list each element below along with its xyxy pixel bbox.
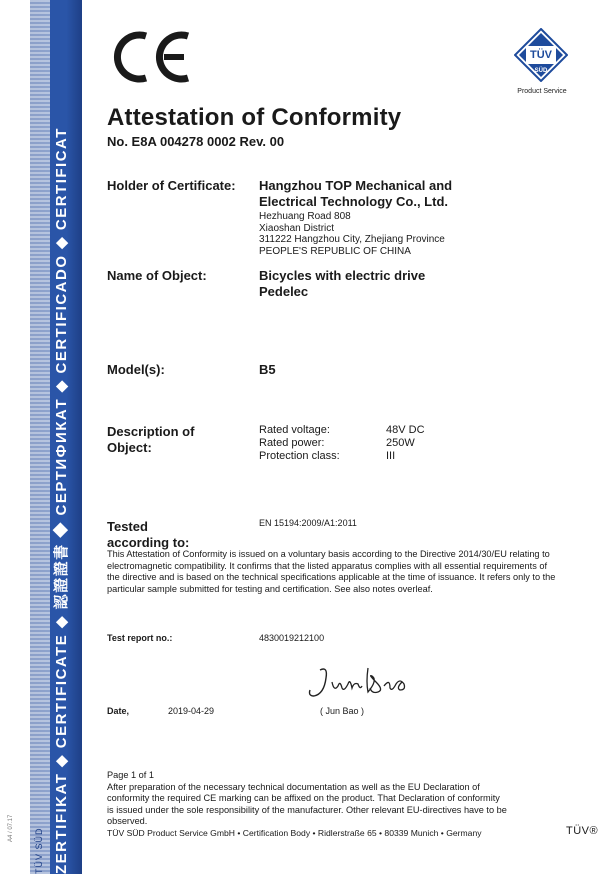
report-label: Test report no.: [107, 633, 173, 643]
certificate-number: No. E8A 004278 0002 Rev. 00 [107, 134, 285, 149]
model-label: Model(s): [107, 362, 165, 377]
holder-name-line1: Hangzhou TOP Mechanical and [259, 178, 453, 193]
footer-notes: After preparation of the necessary technical documentation as well as the EU Declaration of conformity the required CE marking can be affixed on the product. That Declaration of conformity is issued under the sole responsibility of the manufacturer. Other relevant EU-directives have to be observed. [107, 781, 507, 826]
spec-key: Rated power: [259, 437, 325, 449]
description-values [386, 424, 425, 463]
tested-label-line1: Tested [107, 519, 148, 534]
tested-label-line2: according to: [107, 535, 190, 550]
band-word-russian: СЕРТИФИКАТ [53, 397, 70, 516]
footer-notes-block [107, 770, 577, 828]
band-word-certificate: CERTIFICATE [53, 633, 70, 749]
band-word-certificat: CERTIFICAT [53, 127, 70, 231]
object-label: Name of Object: [107, 268, 207, 283]
description-label-line1: Description of [107, 424, 195, 439]
holder-address [259, 211, 445, 257]
ce-mark-icon [108, 28, 192, 86]
band-tuv-1: TÜV SÜD [34, 827, 44, 874]
spec-value: 250W [386, 437, 415, 449]
page-title: Attestation of Conformity [107, 104, 402, 131]
address-line: Xiaoshan District [259, 222, 335, 234]
footer-company: TÜV SÜD Product Service GmbH • Certification Body • Ridlerstraße 65 • 80339 Munich • Germany [107, 828, 482, 838]
band-words: ZERTIFIKAT ◆ CERTIFICATE ◆ 認證證書 ◆ СЕРТИФИКАТ ◆ CERTIFICADO ◆ CERTIFICAT [53, 127, 70, 874]
object-line2: Pedelec [259, 284, 309, 299]
address-line: PEOPLE'S REPUBLIC OF CHINA [259, 245, 411, 257]
model-value: B5 [259, 362, 276, 377]
tested-label [107, 519, 189, 551]
tuv-caption: Product Service [517, 88, 567, 95]
footer-brand: TÜV® [566, 825, 599, 837]
band-word-certificado: CERTIFICADO [53, 254, 70, 374]
tuv-logo-icon [514, 28, 568, 82]
spec-key: Protection class: [259, 450, 340, 462]
spec-value: III [386, 450, 396, 462]
spec-key: Rated voltage: [259, 424, 330, 436]
signature-image [306, 660, 416, 704]
address-line: 311222 Hangzhou City, Zhejiang Province [259, 234, 445, 245]
security-band-text [50, 0, 82, 874]
band-word-chinese: 認證證書 [53, 543, 70, 610]
description-label-line2: Object: [107, 440, 152, 455]
page-number: Page 1 of 1 [107, 770, 154, 780]
report-number: 4830019212100 [259, 633, 325, 643]
tuv-logo-sub: SÜD [534, 68, 548, 74]
date-label: Date, [107, 706, 130, 716]
tested-standard: EN 15194:2009/A1:2011 [259, 518, 357, 528]
tuv-logo-mark: TÜV [530, 49, 552, 61]
holder-label: Holder of Certificate: [107, 178, 236, 193]
date-value: 2019-04-29 [168, 706, 215, 716]
object-line1: Bicycles with electric drive [259, 268, 426, 283]
description-label [107, 424, 194, 456]
holder-name-line2: Electrical Technology Co., Ltd. [259, 194, 449, 209]
signer-name: ( Jun Bao ) [320, 706, 365, 716]
band-tuv-repeat [34, 0, 44, 874]
band-word-zertifikat: ZERTIFIKAT [53, 772, 70, 874]
description-keys [259, 424, 340, 463]
spec-value: 48V DC [386, 424, 425, 436]
conformity-statement: This Attestation of Conformity is issued on a voluntary basis according to the Directive 2014/30/EU relating to electromagnetic compatibility. It confirms that the listed apparatus complies with all essential requirements of the directive and is based on the technical specifications applicable at the time of issuance. It refers only to the particular sample submitted for testing and certification. See also notes overleaf. [107, 549, 556, 594]
address-line: Hezhuang Road 808 [259, 211, 351, 222]
form-code: A4 / 07.17 [8, 814, 14, 842]
